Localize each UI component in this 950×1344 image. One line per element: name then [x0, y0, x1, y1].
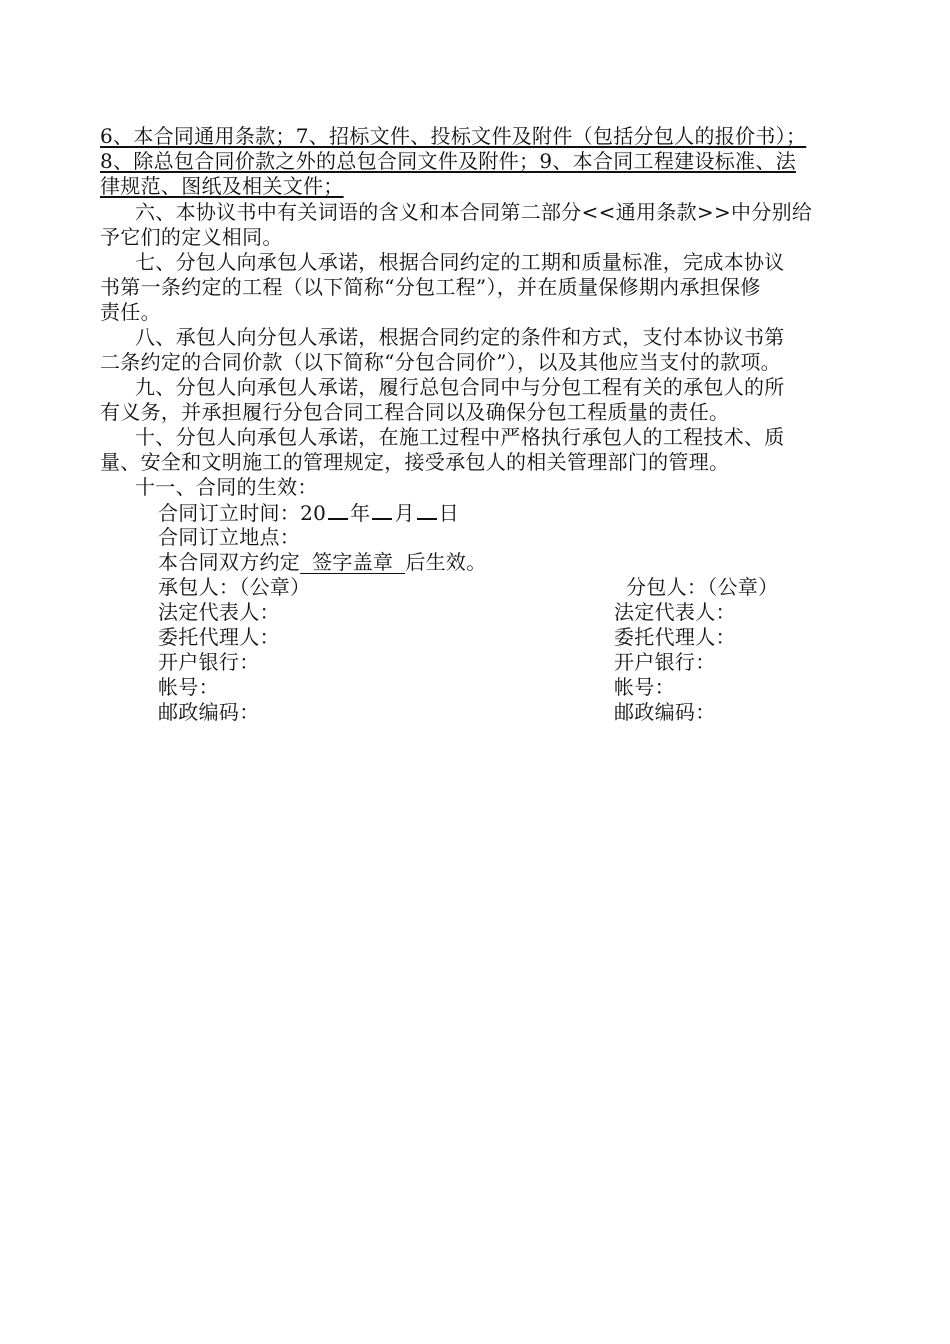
subcontractor-account-label: 帐号：	[614, 675, 675, 699]
contractor-title: 承包人：（公章）	[158, 575, 311, 599]
clause-10-line-1: 十、分包人向承包人承诺，在施工过程中严格执行承包人的工程技术、质	[135, 425, 785, 449]
clause-8-line-2: 二条约定的合同价款（以下简称“分包合同价”），以及其他应当支付的款项。	[100, 350, 781, 374]
subcontractor-postcode-label: 邮政编码：	[614, 700, 716, 724]
day-blank	[417, 500, 437, 520]
effect-prefix: 本合同双方约定	[158, 550, 301, 574]
contractor-rep-label: 法定代表人：	[158, 600, 280, 624]
subcontractor-bank-label: 开户银行：	[614, 650, 716, 674]
month-label: 月	[394, 501, 415, 525]
clause-6-line-2: 予它们的定义相同。	[100, 225, 283, 249]
contractor-account-label: 帐号：	[158, 675, 219, 699]
clause-intro-line-3: 律规范、图纸及相关文件；	[100, 174, 344, 198]
effect-suffix: 后生效。	[405, 550, 487, 574]
contractor-bank-label: 开户银行：	[158, 650, 260, 674]
clause-9-line-2: 有义务，并承担履行分包合同工程合同以及确保分包工程质量的责任。	[100, 400, 730, 424]
year-blank	[328, 500, 348, 520]
contract-date-line	[158, 500, 459, 525]
clause-8-line-1: 八、承包人向分包人承诺，根据合同约定的条件和方式，支付本协议书第	[135, 325, 785, 349]
subcontractor-title: 分包人：（公章）	[626, 575, 779, 599]
clause-intro-line-2: 8、除总包合同价款之外的总包合同文件及附件；9、本合同工程建设标准、法	[100, 149, 796, 173]
contractor-agent-label: 委托代理人：	[158, 625, 280, 649]
subcontractor-rep-label: 法定代表人：	[614, 600, 736, 624]
clause-6-line-1: 六、本协议书中有关词语的含义和本合同第二部分<<通用条款>>中分别给	[135, 200, 813, 224]
clause-intro-line-1: 6、本合同通用条款；7、招标文件、投标文件及附件（包括分包人的报价书）；	[100, 124, 807, 148]
effect-condition: 签字盖章	[300, 551, 405, 574]
month-blank	[372, 500, 392, 520]
clause-10-line-2: 量、安全和文明施工的管理规定，接受承包人的相关管理部门的管理。	[100, 450, 730, 474]
year-label: 年	[350, 501, 371, 525]
contractor-postcode-label: 邮政编码：	[158, 700, 260, 724]
clause-9-line-1: 九、分包人向承包人承诺，履行总包合同中与分包工程有关的承包人的所	[135, 375, 785, 399]
clause-11-heading: 十一、合同的生效：	[135, 475, 318, 499]
day-label: 日	[438, 501, 460, 525]
contract-place-label: 合同订立地点：	[158, 525, 301, 549]
contract-date-label: 合同订立时间：20	[158, 501, 327, 525]
contract-effect-line	[158, 550, 487, 574]
clause-7-line-1: 七、分包人向承包人承诺，根据合同约定的工期和质量标准，完成本协议	[135, 250, 785, 274]
subcontractor-agent-label: 委托代理人：	[614, 625, 736, 649]
clause-7-line-2: 书第一条约定的工程（以下简称“分包工程”），并在质量保修期内承担保修	[100, 275, 761, 299]
clause-7-line-3: 责任。	[100, 300, 161, 324]
